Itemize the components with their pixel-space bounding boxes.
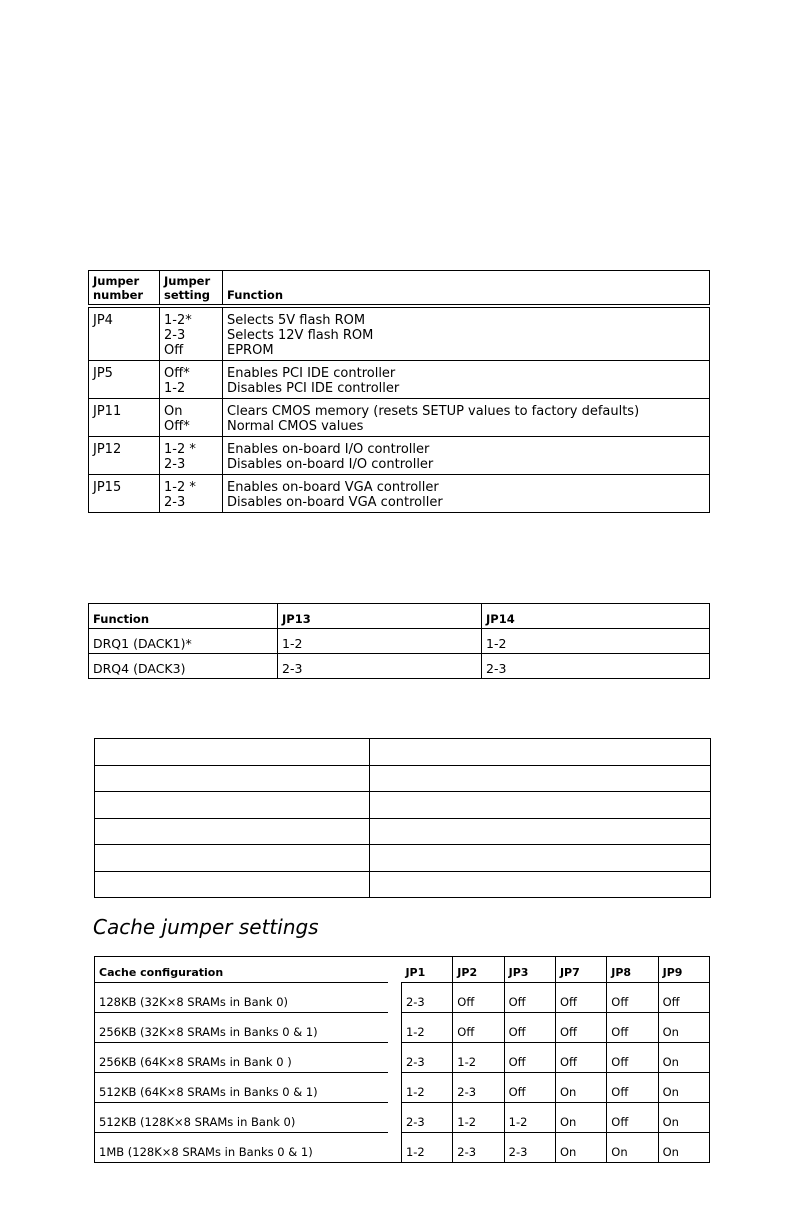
- cache-configuration: 256KB (64K×8 SRAMs in Bank 0 ): [95, 1043, 389, 1073]
- drq-table: [88, 603, 710, 679]
- empty-cell: [370, 871, 711, 898]
- empty-cell: [95, 739, 370, 766]
- cache-jp2: 1-2: [453, 1043, 504, 1073]
- jumper-function: Selects 12V flash ROM: [227, 328, 374, 343]
- header-jumper-setting: Jumper setting: [160, 271, 223, 307]
- table-row: [95, 1103, 710, 1133]
- drq-jp14: 2-3: [482, 654, 710, 679]
- jumper-setting-cell: [160, 437, 223, 475]
- empty-cell: [95, 845, 370, 872]
- cache-jp7: Off: [555, 1013, 606, 1043]
- jumper-setting: 2-3: [164, 328, 186, 343]
- cache-jp9: Off: [658, 983, 709, 1013]
- cache-jp8: Off: [607, 1043, 658, 1073]
- header-function: Function: [89, 604, 278, 629]
- header-cache-configuration: Cache configuration: [95, 957, 389, 983]
- jumper-function: Normal CMOS values: [227, 419, 364, 434]
- cache-jp7: On: [555, 1073, 606, 1103]
- spacer: [388, 983, 401, 1013]
- cache-jp9: On: [658, 1133, 709, 1163]
- cache-jp2: 2-3: [453, 1133, 504, 1163]
- table-row: [95, 792, 711, 819]
- table-row: [89, 437, 710, 475]
- table-row: [95, 739, 711, 766]
- cache-jp1: 2-3: [401, 1043, 452, 1073]
- cache-jp2: Off: [453, 1013, 504, 1043]
- jumper-setting: 1-2 *: [164, 480, 196, 495]
- table-header-row: [89, 271, 710, 307]
- spacer: [388, 1013, 401, 1043]
- cache-jp9: On: [658, 1103, 709, 1133]
- header-jp13: JP13: [278, 604, 482, 629]
- header-jp1: JP1: [401, 957, 452, 983]
- cache-jp3: Off: [504, 1043, 555, 1073]
- cache-jp3: 1-2: [504, 1103, 555, 1133]
- jumper-function-table: [88, 270, 710, 513]
- jumper-setting: 2-3: [164, 495, 186, 510]
- jumper-setting: 1-2*: [164, 313, 192, 328]
- cache-jp8: On: [607, 1133, 658, 1163]
- cache-jp1: 2-3: [401, 983, 452, 1013]
- cache-jp8: Off: [607, 983, 658, 1013]
- cache-jp2: 2-3: [453, 1073, 504, 1103]
- cache-jp7: Off: [555, 983, 606, 1013]
- table-row: [89, 361, 710, 399]
- cache-jp2: 1-2: [453, 1103, 504, 1133]
- jumper-setting: Off*: [164, 419, 190, 434]
- empty-cell: [95, 871, 370, 898]
- jumper-function: Disables on-board VGA controller: [227, 495, 443, 510]
- cache-jp8: Off: [607, 1013, 658, 1043]
- spacer: [388, 1043, 401, 1073]
- jumper-setting: Off: [164, 343, 184, 358]
- table-row: [89, 629, 710, 654]
- header-jp7: JP7: [555, 957, 606, 983]
- jumper-function-cell: [223, 475, 710, 513]
- header-jp8: JP8: [607, 957, 658, 983]
- cache-configuration: 128KB (32K×8 SRAMs in Bank 0): [95, 983, 389, 1013]
- cache-jp9: On: [658, 1043, 709, 1073]
- table-row: [95, 845, 711, 872]
- jumper-function: Disables PCI IDE controller: [227, 381, 400, 396]
- drq-function: DRQ1 (DACK1)*: [89, 629, 278, 654]
- empty-cell: [95, 765, 370, 792]
- cache-jp8: Off: [607, 1073, 658, 1103]
- drq-jp14: 1-2: [482, 629, 710, 654]
- header-jp14: JP14: [482, 604, 710, 629]
- jumper-function: Clears CMOS memory (resets SETUP values to factory defaults): [227, 404, 640, 419]
- cache-configuration: 256KB (32K×8 SRAMs in Banks 0 & 1): [95, 1013, 389, 1043]
- jumper-function: Enables PCI IDE controller: [227, 366, 396, 381]
- empty-cell: [370, 765, 711, 792]
- cache-jp3: Off: [504, 1013, 555, 1043]
- table-header-row: [89, 604, 710, 629]
- cache-jp3: Off: [504, 983, 555, 1013]
- jumper-setting: Off*: [164, 366, 190, 381]
- jumper-setting: On: [164, 404, 183, 419]
- table-row: [89, 475, 710, 513]
- cache-jp8: Off: [607, 1103, 658, 1133]
- jumper-function-cell: [223, 399, 710, 437]
- empty-cell: [370, 818, 711, 845]
- table-row: [95, 983, 710, 1013]
- cache-jp9: On: [658, 1073, 709, 1103]
- spacer: [388, 1133, 401, 1163]
- drq-jp13: 1-2: [278, 629, 482, 654]
- empty-cell: [95, 792, 370, 819]
- header-jp2: JP2: [453, 957, 504, 983]
- drq-jp13: 2-3: [278, 654, 482, 679]
- cache-caption: Cache jumper settings: [93, 915, 319, 939]
- spacer: [388, 957, 401, 983]
- cache-table: [94, 956, 710, 1163]
- empty-cell: [370, 792, 711, 819]
- jumper-setting: 2-3: [164, 457, 186, 472]
- jumper-setting-cell: [160, 399, 223, 437]
- cache-jp2: Off: [453, 983, 504, 1013]
- jumper-number: JP4: [89, 306, 160, 361]
- table-header-row: [95, 957, 710, 983]
- cache-jp1: 1-2: [401, 1133, 452, 1163]
- jumper-setting-cell: [160, 361, 223, 399]
- table-row: [95, 818, 711, 845]
- jumper-setting: 1-2 *: [164, 442, 196, 457]
- table-row: [89, 654, 710, 679]
- jumper-function: Enables on-board I/O controller: [227, 442, 430, 457]
- jumper-setting-cell: [160, 306, 223, 361]
- empty-cell: [95, 818, 370, 845]
- table-row: [95, 1013, 710, 1043]
- jumper-function-cell: [223, 361, 710, 399]
- cache-jp3: Off: [504, 1073, 555, 1103]
- cache-configuration: 512KB (64K×8 SRAMs in Banks 0 & 1): [95, 1073, 389, 1103]
- table-row: [95, 765, 711, 792]
- cache-jp7: On: [555, 1133, 606, 1163]
- cache-jp9: On: [658, 1013, 709, 1043]
- jumper-function-cell: [223, 437, 710, 475]
- cache-jp3: 2-3: [504, 1133, 555, 1163]
- cache-jp1: 1-2: [401, 1073, 452, 1103]
- table-row: [95, 1133, 710, 1163]
- cache-configuration: 1MB (128K×8 SRAMs in Banks 0 & 1): [95, 1133, 389, 1163]
- spacer: [388, 1103, 401, 1133]
- jumper-setting-cell: [160, 475, 223, 513]
- jumper-function: Enables on-board VGA controller: [227, 480, 439, 495]
- jumper-setting: 1-2: [164, 381, 186, 396]
- table-row: [95, 1073, 710, 1103]
- jumper-number: JP11: [89, 399, 160, 437]
- cache-jp1: 1-2: [401, 1013, 452, 1043]
- header-jumper-number: Jumper number: [89, 271, 160, 307]
- table-row: [95, 1043, 710, 1073]
- empty-cell: [370, 739, 711, 766]
- jumper-function: EPROM: [227, 343, 274, 358]
- cache-jp1: 2-3: [401, 1103, 452, 1133]
- jumper-number: JP15: [89, 475, 160, 513]
- cache-configuration: 512KB (128K×8 SRAMs in Bank 0): [95, 1103, 389, 1133]
- header-jp9: JP9: [658, 957, 709, 983]
- table-row: [89, 399, 710, 437]
- spacer: [388, 1073, 401, 1103]
- table-row: [89, 306, 710, 361]
- jumper-function: Disables on-board I/O controller: [227, 457, 434, 472]
- header-jp3: JP3: [504, 957, 555, 983]
- cache-jp7: On: [555, 1103, 606, 1133]
- jumper-function-cell: [223, 306, 710, 361]
- cache-jp7: Off: [555, 1043, 606, 1073]
- jumper-number: JP12: [89, 437, 160, 475]
- table-row: [95, 871, 711, 898]
- empty-cell: [370, 845, 711, 872]
- drq-function: DRQ4 (DACK3): [89, 654, 278, 679]
- jumper-number: JP5: [89, 361, 160, 399]
- header-function: Function: [223, 271, 710, 307]
- jumper-function: Selects 5V flash ROM: [227, 313, 366, 328]
- empty-table: [94, 738, 711, 898]
